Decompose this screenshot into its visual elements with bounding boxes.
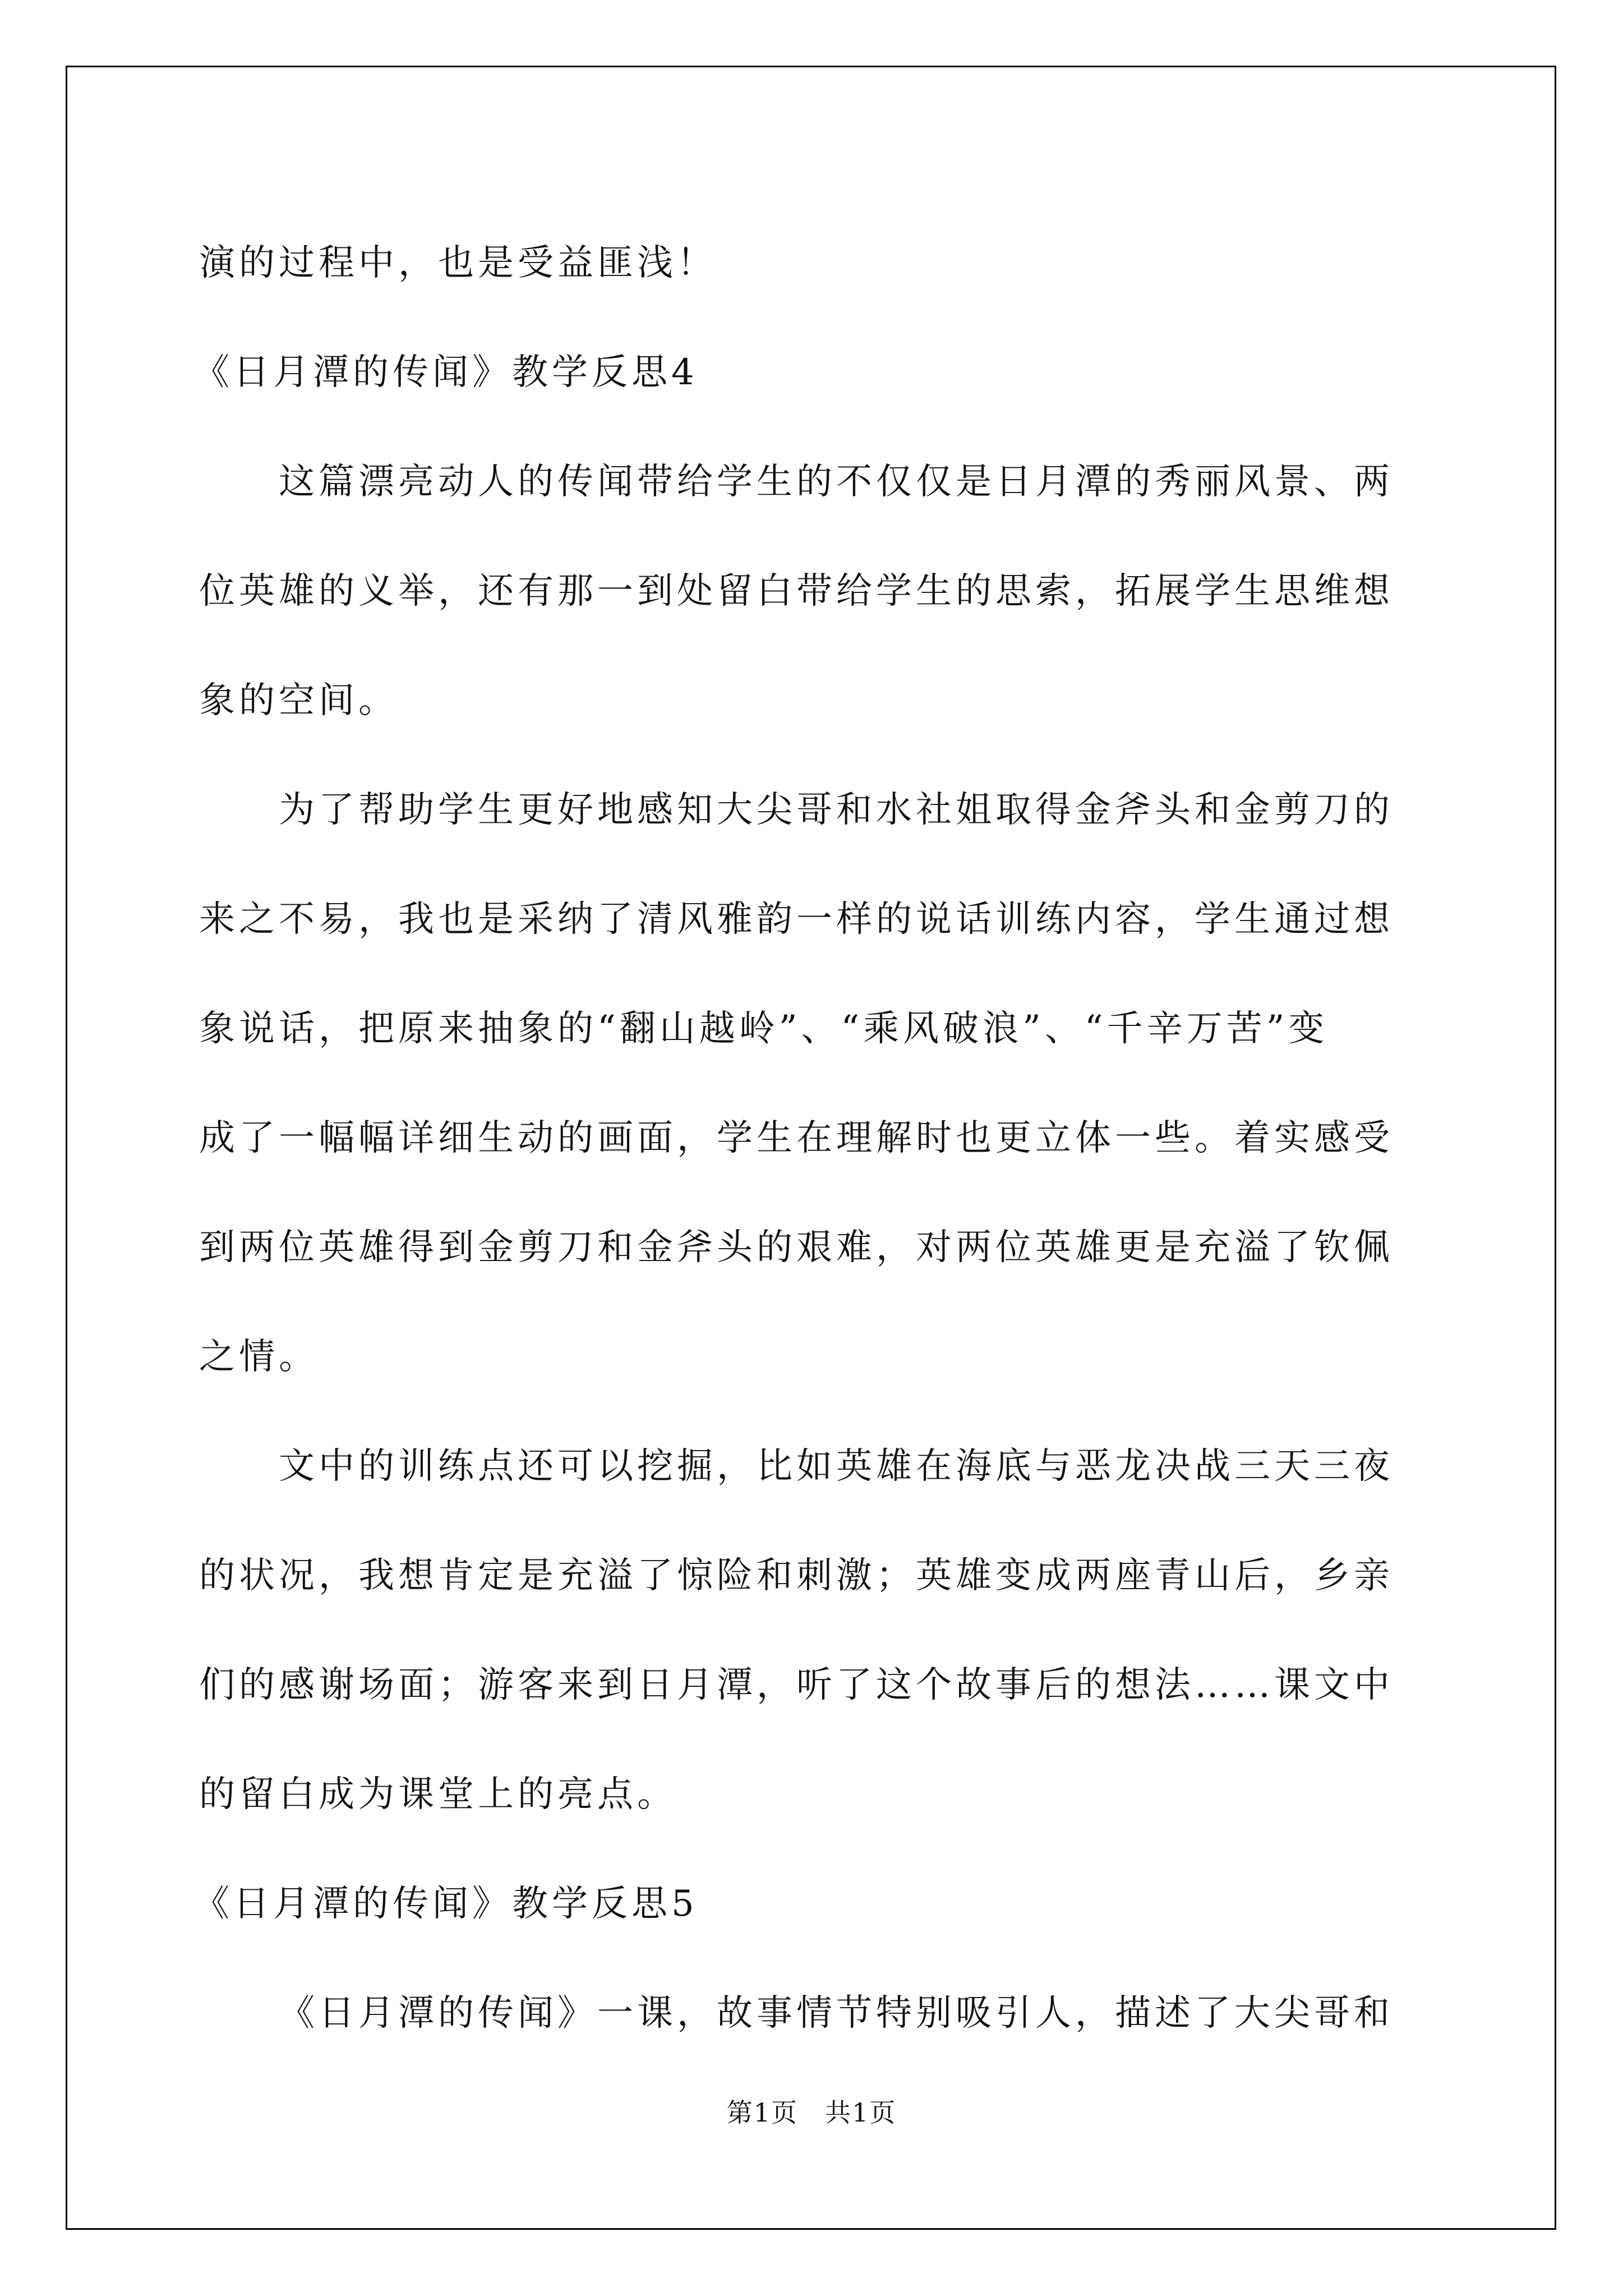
text-line-15: 的留白成为课堂上的亮点。 [199, 1774, 677, 1815]
paragraph-start-4: 《日月潭的传闻》一课，故事情节特别吸引人，描述了大尖哥和 [279, 1993, 1394, 2034]
text-line-9: 成了一幅幅详细生动的画面，学生在理解时也更立体一些。着实感受 [199, 1117, 1394, 1159]
paragraph-start-2: 为了帮助学生更好地感知大尖哥和水社姐取得金斧头和金剪刀的 [279, 789, 1394, 831]
text-line-4: 位英雄的义举，还有那一到处留白带给学生的思索，拓展学生思维想 [199, 570, 1394, 612]
text-line-14: 们的感谢场面；游客来到日月潭，听了这个故事后的想法……课文中 [199, 1664, 1394, 1706]
document-body [193, 209, 1427, 2068]
paragraph-start-3: 文中的训练点还可以挖掘，比如英雄在海底与恶龙决战三天三夜 [279, 1446, 1394, 1487]
page-footer: 第1页 共1页 [726, 2097, 897, 2128]
text-line-10: 到两位英雄得到金剪刀和金斧头的艰难，对两位英雄更是充溢了钦佩 [199, 1227, 1394, 1268]
text-line-13: 的状况，我想肯定是充溢了惊险和刺激；英雄变成两座青山后，乡亲 [199, 1555, 1394, 1596]
text-line-11: 之情。 [199, 1336, 319, 1378]
paragraph-start-1: 这篇漂亮动人的传闻带给学生的不仅仅是日月潭的秀丽风景、两 [279, 461, 1394, 503]
text-line-1: 演的过程中，也是受益匪浅！ [199, 242, 717, 284]
text-line-5: 象的空间。 [199, 680, 398, 721]
text-line-7: 来之不易，我也是采纳了清风雅韵一样的说话训练内容，学生通过想 [199, 899, 1394, 940]
section-heading-4: 《日月潭的传闻》教学反思4 [193, 352, 698, 393]
section-heading-5: 《日月潭的传闻》教学反思5 [193, 1883, 698, 1925]
text-line-8: 象说话，把原来抽象的“翻山越岭”、“乘风破浪”、“千辛万苦”变 [199, 1008, 1329, 1050]
